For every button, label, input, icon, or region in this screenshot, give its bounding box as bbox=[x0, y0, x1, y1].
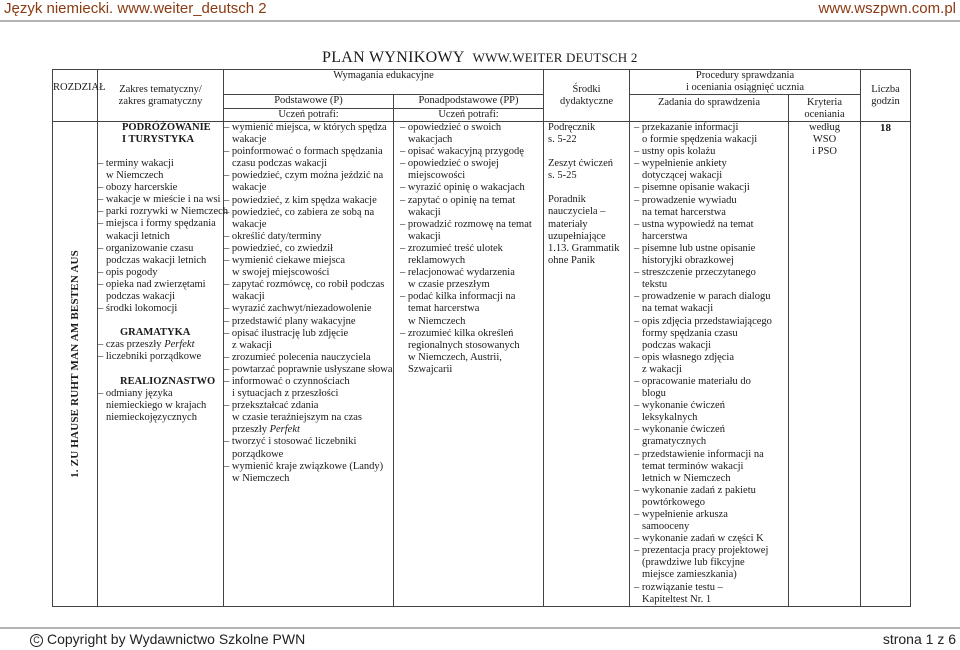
list-item: ohne Panik bbox=[548, 254, 595, 266]
list-item: wakacji bbox=[408, 206, 441, 218]
list-item: – zapytać o opinię na temat bbox=[400, 194, 516, 206]
header-wymagania: Wymagania edukacyjne bbox=[224, 70, 544, 95]
list-item: podczas wakacji bbox=[106, 291, 176, 303]
page-header bbox=[0, 0, 960, 20]
ponadpodstawowe-cell bbox=[394, 122, 544, 607]
list-item: – poinformować o formach spędzania bbox=[224, 146, 383, 158]
page-number: strona 1 z 6 bbox=[882, 631, 956, 647]
list-item: – czas przeszły Perfekt bbox=[98, 339, 195, 351]
list-item: podczas wakacji letnich bbox=[106, 254, 207, 266]
list-item: wakacji letnich bbox=[106, 230, 170, 242]
list-item: – pisemne lub ustne opisanie bbox=[634, 242, 756, 254]
list-item: wakacje bbox=[232, 134, 267, 146]
kryteria-cell bbox=[789, 122, 861, 607]
list-item: Szwajcarii bbox=[408, 363, 453, 375]
list-item: – przedstawienie informacji na bbox=[634, 448, 764, 460]
list-item: – prowadzenie wywiadu bbox=[634, 194, 737, 206]
header-zadania: Zadania do sprawdzenia bbox=[630, 95, 789, 122]
list-item: – przekształcać zdania bbox=[224, 400, 319, 412]
header-uczen-pp: Uczeń potrafi: bbox=[394, 108, 544, 122]
list-item: historyjki obrazkowej bbox=[642, 255, 734, 267]
srodki-list bbox=[548, 122, 629, 267]
section-realioznastwo: REALIOZNASTWO bbox=[120, 375, 216, 387]
list-item: letnich w Niemczech bbox=[642, 472, 731, 484]
list-item: na temat wakacji bbox=[642, 303, 714, 315]
header-procedury: Procedury sprawdzania i oceniania osiągnięć ucznia bbox=[630, 70, 861, 95]
list-item: – zrozumieć kilka określeń bbox=[400, 327, 514, 339]
list-item: wakacji bbox=[408, 230, 441, 242]
plan-table bbox=[52, 69, 911, 607]
copyright-icon: C bbox=[30, 634, 43, 647]
list-item: temat terminów wakacji bbox=[642, 460, 744, 472]
list-item: – ustny opis kolażu bbox=[634, 146, 716, 158]
zakres-list bbox=[98, 158, 229, 315]
list-item: – wymienić kraje związkowe (Landy) bbox=[224, 460, 384, 472]
list-item: w Niemczech bbox=[106, 170, 164, 182]
header-zakres: Zakres tematyczny/ zakres gramatyczny bbox=[98, 70, 224, 122]
plan-title bbox=[322, 49, 642, 67]
list-item: – powiedzieć, z kim spędza wakacje bbox=[224, 194, 377, 206]
list-item: – wykonanie zadań w części K bbox=[634, 533, 764, 545]
list-item: – określić daty/terminy bbox=[224, 230, 322, 242]
list-item: samooceny bbox=[642, 521, 690, 533]
list-item: – terminy wakacji bbox=[98, 158, 174, 169]
list-item: Zeszyt ćwiczeń bbox=[548, 158, 614, 170]
list-item: – wypełnienie arkusza bbox=[634, 509, 728, 520]
section-podrozowanie: PODRÓŻOWANIE I TURYSTYKA bbox=[122, 122, 211, 145]
list-item: uzupełniające bbox=[548, 230, 606, 242]
list-item: – pisemne opisanie wakacji bbox=[634, 182, 750, 194]
list-item: – podać kilka informacji na bbox=[400, 291, 516, 303]
list-item: – zrozumieć polecenia nauczyciela bbox=[224, 351, 371, 363]
zadania-list bbox=[634, 122, 788, 606]
list-item: – ustna wypowiedź na temat bbox=[634, 218, 754, 230]
list-item: – rozwiązanie testu – bbox=[634, 581, 723, 593]
header-title: Język niemiecki. www.weiter_deutsch 2 bbox=[4, 0, 267, 17]
ponadpodstawowe-list bbox=[394, 122, 543, 376]
list-item: i sytuacjach z przeszłości bbox=[232, 388, 339, 400]
list-item: powtórkowego bbox=[642, 496, 705, 508]
list-item: niemieckojęzycznych bbox=[106, 411, 197, 423]
list-item: – odmiany języka bbox=[98, 387, 173, 399]
list-item: materiały bbox=[548, 218, 588, 230]
list-item: – miejsca i formy spędzania bbox=[98, 218, 216, 230]
list-item: blogu bbox=[642, 388, 666, 400]
list-item: – opracowanie materiału do bbox=[634, 375, 751, 387]
list-item: w Niemczech bbox=[232, 472, 290, 484]
list-item: niemieckiego w krajach bbox=[106, 399, 207, 411]
list-item: harcerstwa bbox=[642, 230, 688, 242]
list-item: i PSO bbox=[812, 146, 837, 157]
list-item: wakacji bbox=[232, 291, 265, 303]
header-srodki: Środki dydaktyczne bbox=[544, 70, 630, 122]
list-item: temat harcerstwa bbox=[408, 303, 480, 315]
list-item: – powiedzieć, co zwiedził bbox=[224, 242, 334, 254]
list-item: dotyczącej wakacji bbox=[642, 170, 723, 182]
list-item: – prowadzenie w parach dialogu bbox=[634, 291, 771, 303]
list-item: miejsce zamieszkania) bbox=[642, 569, 737, 581]
section-gramatyka: GRAMATYKA bbox=[120, 327, 191, 339]
list-item: czasu podczas wakacji bbox=[232, 158, 328, 170]
list-item: na temat harcerstwa bbox=[642, 206, 726, 218]
list-item: podczas wakacji bbox=[642, 339, 712, 351]
list-item: s. 5-25 bbox=[548, 170, 577, 182]
list-item: wakacje bbox=[232, 182, 267, 194]
header-divider bbox=[0, 20, 960, 22]
list-item: – wykonanie zadań z pakietu bbox=[634, 484, 756, 496]
zakres-cell bbox=[98, 122, 229, 607]
list-item: – wakacje w mieście i na wsi bbox=[98, 194, 221, 206]
copyright: C Copyright by Wydawnictwo Szkolne PWN bbox=[30, 631, 305, 647]
list-item: – tworzyć i stosować liczebniki bbox=[224, 436, 357, 448]
list-item: – powiedzieć, co zabiera ze sobą na bbox=[224, 206, 375, 218]
realioznastwo-list bbox=[98, 388, 223, 424]
list-item: – wyrazić opinię o wakacjach bbox=[400, 182, 525, 194]
header-podstawowe: Podstawowe (P) bbox=[224, 95, 394, 109]
gramatyka-list bbox=[98, 339, 223, 363]
list-item: Kapiteltest Nr. 1 bbox=[642, 593, 712, 605]
list-item: – wyrazić zachwyt/niezadowolenie bbox=[224, 303, 372, 315]
srodki-cell bbox=[544, 122, 630, 607]
list-item: – wymienić miejsca, w których spędza bbox=[224, 122, 387, 133]
header-uczen-p: Uczeń potrafi: bbox=[224, 108, 394, 122]
list-item: – informować o czynnościach bbox=[224, 375, 350, 387]
list-item: według bbox=[809, 122, 840, 133]
list-item bbox=[548, 182, 629, 194]
list-item: – środki lokomocji bbox=[98, 303, 178, 315]
list-item: z wakacji bbox=[642, 363, 682, 375]
list-item: – streszczenie przeczytanego bbox=[634, 267, 756, 279]
page-footer bbox=[0, 631, 960, 649]
list-item: Podręcznik bbox=[548, 122, 596, 133]
header-liczba: Liczba godzin bbox=[861, 70, 911, 122]
list-item: w czasie przeszłym bbox=[408, 279, 490, 291]
list-item: – przekazanie informacji bbox=[634, 122, 739, 133]
list-item: – prezentacja pracy projektowej bbox=[634, 545, 769, 557]
list-item: porządkowe bbox=[232, 448, 284, 460]
list-item: – wykonanie ćwiczeń bbox=[634, 424, 725, 436]
godziny-cell bbox=[861, 122, 911, 607]
list-item: – wykonanie ćwiczeń bbox=[634, 400, 725, 412]
chapter-title: 1. ZU HAUSE RUHT MAN AM BESTEN AUS bbox=[68, 249, 81, 478]
list-item: o formie spędzenia wakacji bbox=[642, 134, 758, 146]
list-item: – opis własnego zdjęcia bbox=[634, 351, 735, 363]
list-item: gramatycznych bbox=[642, 436, 707, 448]
list-item: – opisać ilustrację lub zdjęcie bbox=[224, 327, 349, 339]
list-item: – organizowanie czasu bbox=[98, 242, 194, 254]
list-item: – prowadzić rozmowę na temat bbox=[400, 218, 532, 230]
list-item: miejscowości bbox=[408, 170, 466, 182]
list-item: 1.13. Grammatik bbox=[548, 242, 620, 254]
list-item: – przedstawić plany wakacyjne bbox=[224, 315, 356, 327]
list-item: przeszły Perfekt bbox=[232, 424, 300, 436]
list-item: leksykalnych bbox=[642, 412, 698, 424]
list-item: Poradnik bbox=[548, 194, 586, 206]
hours-value: 18 bbox=[880, 122, 892, 134]
list-item: formy spędzania czasu bbox=[642, 327, 738, 339]
kryteria-list bbox=[789, 122, 860, 158]
list-item: w Niemczech, Austrii, bbox=[408, 351, 502, 363]
list-item: – opieka nad zwierzętami bbox=[98, 278, 206, 290]
plan-site: WWW.WEITER DEUTSCH 2 bbox=[472, 50, 638, 65]
list-item: – opowiedzieć o swojej bbox=[400, 158, 499, 170]
list-item: – obozy harcerskie bbox=[98, 182, 178, 194]
list-item: wakacje bbox=[232, 218, 267, 230]
podstawowe-list bbox=[224, 122, 393, 485]
chapter-cell bbox=[53, 122, 98, 607]
footer-divider bbox=[0, 627, 960, 629]
list-item: z wakacji bbox=[232, 339, 272, 351]
list-item: – zapytać rozmówcę, co robił podczas bbox=[224, 279, 385, 291]
list-item: – zrozumieć treść ulotek bbox=[400, 242, 503, 254]
header-kryteria: Kryteria oceniania bbox=[789, 95, 861, 122]
plan-heading: PLAN WYNIKOWY bbox=[322, 49, 465, 66]
zadania-cell bbox=[630, 122, 789, 607]
list-item: – powtarzać poprawnie usłyszane słowa bbox=[224, 363, 393, 375]
list-item: – powiedzieć, czym można jeździć na bbox=[224, 170, 384, 182]
list-item: s. 5-22 bbox=[548, 134, 577, 146]
list-item: – opis pogody bbox=[98, 266, 158, 278]
list-item: – parki rozrywki w Niemczech bbox=[98, 206, 229, 218]
list-item: – opisać wakacyjną przygodę bbox=[400, 146, 524, 158]
list-item: (prawdziwe lub fikcyjne bbox=[642, 557, 745, 569]
list-item: nauczyciela – bbox=[548, 206, 606, 218]
list-item bbox=[548, 146, 629, 158]
list-item: – opis zdjęcia przedstawiającego bbox=[634, 315, 772, 327]
list-item: – relacjonować wydarzenia bbox=[400, 267, 515, 279]
list-item: regionalnych stosowanych bbox=[408, 339, 520, 351]
header-url[interactable]: www.wszpwn.com.pl bbox=[818, 0, 956, 17]
list-item: w czasie teraźniejszym na czas bbox=[232, 412, 363, 424]
list-item: tekstu bbox=[642, 279, 668, 291]
list-item: w swojej miejscowości bbox=[232, 267, 330, 279]
podstawowe-cell bbox=[224, 122, 394, 607]
list-item: WSO bbox=[812, 134, 837, 145]
header-ponadpodstawowe: Ponadpodstawowe (PP) bbox=[394, 95, 544, 109]
list-item: reklamowych bbox=[408, 255, 466, 267]
list-item: – wypełnienie ankiety bbox=[634, 158, 727, 170]
header-rozdzial: ROZDZIAŁ bbox=[53, 70, 98, 122]
list-item: wakacjach bbox=[408, 134, 453, 146]
list-item: – opowiedzieć o swoich bbox=[400, 122, 502, 133]
list-item: w Niemczech bbox=[408, 315, 466, 327]
list-item: – wymienić ciekawe miejsca bbox=[224, 255, 345, 267]
list-item: – liczebniki porządkowe bbox=[98, 351, 202, 363]
